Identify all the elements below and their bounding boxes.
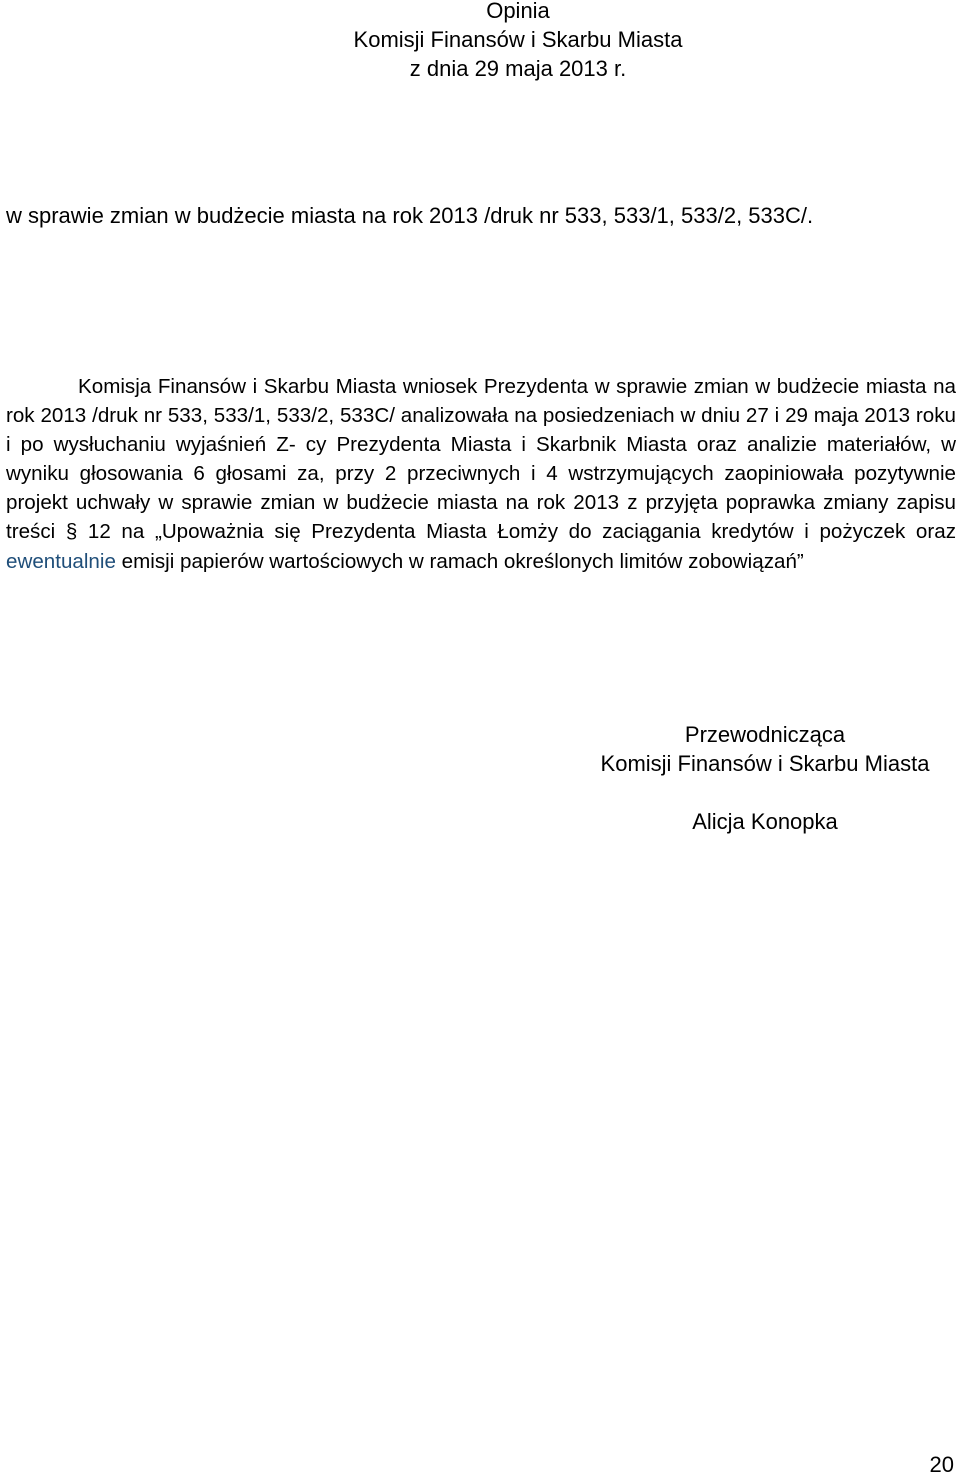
signature-name: Alicja Konopka xyxy=(692,809,838,834)
document-type-title: Opinia xyxy=(486,0,550,23)
page-number: 20 xyxy=(929,1452,954,1477)
body-text-part2: emisji papierów wartościowych w ramach określonych limitów zobowiązań” xyxy=(115,549,804,573)
signature-title: Przewodnicząca xyxy=(684,722,846,747)
signature-committee: Komisji Finansów i Skarbu Miasta xyxy=(600,751,930,776)
document-date: z dnia 29 maja 2013 r. xyxy=(409,56,627,81)
document-heading xyxy=(0,0,960,83)
document-subject: w sprawie zmian w budżecie miasta na rok 2013 /druk nr 533, 533/1, 533/2, 533C/. xyxy=(6,203,814,228)
body-highlighted-word: ewentualnie xyxy=(6,549,116,573)
signature-block xyxy=(565,720,960,836)
body-paragraph xyxy=(6,372,956,576)
body-text-part1: Komisja Finansów i Skarbu Miasta wniosek Prezydenta w sprawie zmian w budżecie miasta na rok 2013 /druk nr 533, 533/1, 533/2, 533C/ analizowała na posiedzeniach w dniu 27 i 29 maja 2013 roku i po wysłuchaniu wyjaśnień Z- cy Prezydenta Miasta i Skarbnik Miasta oraz analizie materiałów, w wyniku głosowania 6 głosami za, przy 2 przeciwnych i 4 wstrzymujących zaopiniowała pozytywnie projekt uchwały w sprawie zmian w budżecie miasta na rok 2013 z przyjęta poprawka zmiany zapisu treści § 12 na „Upoważnia się Prezydenta Miasta Łomży do zaciągania kredytów i pożyczek oraz xyxy=(6,375,956,544)
committee-name: Komisji Finansów i Skarbu Miasta xyxy=(353,27,683,52)
document-body xyxy=(6,372,956,576)
